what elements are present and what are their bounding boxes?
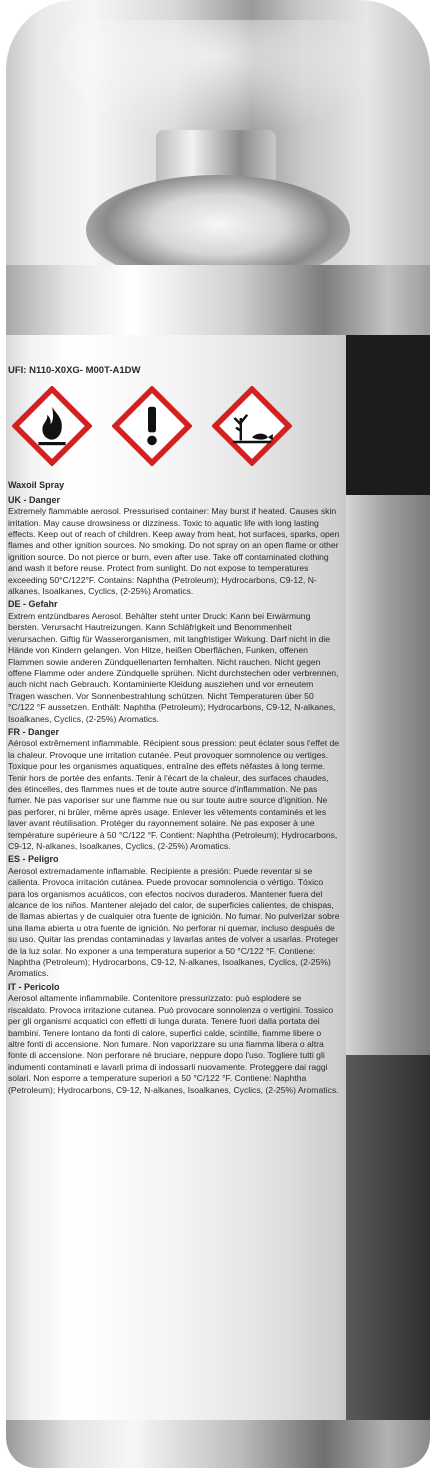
section-heading: ES - Peligro	[8, 854, 59, 865]
warning-section-uk	[8, 495, 340, 598]
section-heading: UK - Danger	[8, 494, 61, 505]
warning-section-fr	[8, 727, 340, 852]
section-body: Extremely flammable aerosol. Pressurised container: May burst if heated. Causes skin irritation. May cause drowsiness or dizziness. Toxic to aquatic life with long lasting effects. Keep out of reach of children. Keep away from heat, hot surfaces, sparks, open flames and other ignition sources. No smoking. Do not spray on an open flame or other ignition source. Do not pierce or burn, even after use. Take off contaminated clothing and wash it before reuse. Protect from sunlight. Do not expose to temperatures exceeding 50°C/122°F. Contains: Naphtha (Petroleum); Hydrocarbons, C9-12, N-alkanes, Isoalkanes, Cyclics, (2-25%) Aromatics.	[8, 506, 340, 597]
exclamation-hazard-icon	[112, 386, 192, 466]
section-body: Extrem entzündbares Aerosol. Behälter steht unter Druck: Kann bei Erwärmung bersten. Verursacht Hautreizungen. Kann Schläfrigkeit und Benommenheit verursachen. Giftig für Wasserorganismen, mit langfristiger Wirkung. Darf nicht in die Hände von Kindern gelangen. Von Hitze, heißen Oberflächen, Funken, offenen Flammen sowie anderen Zündquellenarten fernhalten. Nicht rauchen. Nicht gegen offene Flamme oder andere Zündquelle sprühen. Nicht durchstechen oder verbrennen, auch nicht nach Gebrauch. Kontaminierte Kleidung ausziehen und vor erneutem Tragen waschen. Vor Sonnenbestrahlung schützen. Nicht Temperaturen über 50 °C/122 °F aussetzen. Enthält: Naphtha (Petroleum); Hydrocarbons, C9-12, N-alkanes, Isoalkanes, Cyclics, (2-25%) Aromatics.	[8, 610, 339, 724]
hazard-pictograms	[12, 386, 340, 466]
flame-hazard-icon	[12, 386, 92, 466]
can-shoulder	[6, 265, 430, 335]
section-heading: FR - Danger	[8, 726, 60, 737]
environment-hazard-icon	[212, 386, 292, 466]
section-heading: IT - Pericolo	[8, 981, 60, 992]
section-heading: DE - Gefahr	[8, 599, 58, 610]
label-text-area	[8, 365, 340, 1098]
label-dark-stripe-lower	[346, 1055, 430, 1420]
section-body: Aérosol extrêmement inflammable. Récipient sous pression: peut éclater sous l'effet de la chaleur. Provoque une irritation cutanée. Peut provoquer somnolence ou vertiges. Toxique pour les organismes aquatiques, entraîne des effets néfastes à long terme. Tenir hors de portée des enfants. Tenir à l'écart de la chaleur, des surfaces chaudes, des étincelles, des flammes nues et de toute autre source d'inflammation. Ne pas fumer. Ne pas vaporiser sur une flamme nue ou sur toute autre source d'ignition. Ne pas perforer, ni brûler, même après usage. Enlever les vêtements contaminés et les laver avant réutilisation. Protéger du rayonnement solaire. Ne pas exposer à une température supérieure à 50 °C/122 °F. Contient: Naphtha (Petroleum); Hydrocarbons, C9-12, N-alkanes, Isoalkanes, Cyclics, (2-25%) Aromatics.	[8, 738, 340, 851]
can-bottom-rim	[6, 1420, 430, 1468]
label-dark-stripe	[346, 335, 430, 495]
section-body: Aerosol altamente infiammabile. Contenitore pressurizzato: può esplodere se riscaldato. Provoca irritazione cutanea. Può provocare sonnolenza o vertigini. Tossico per gli organismi acquatici con effetti di lunga durata. Tenere fuori dalla portata dei bambini. Tenere lontano da fonti di calore, superfici calde, scintille, fiamme libere o altre fonti di accensione. Non fumare. Non vaporizzare su una fiamma libera o altra fonte di accensione. Non perforare né bruciare, neppure dopo l'uso. Togliere tutti gli indumenti contaminati e lavarli prima di indossarli nuovamente. Proteggere dai raggi solari. Non esporre a temperature superiori a 50 °C/122 °F. Contiene: Naphtha (Petroleum); Hydrocarbons, C9-12, N-alkanes, Isoalkanes, Cyclics, (2-25%) Aromatics.	[8, 993, 339, 1095]
warning-section-de	[8, 599, 340, 724]
warning-section-es	[8, 854, 340, 979]
ufi-code: UFI: N110-X0XG- M00T-A1DW	[8, 365, 141, 376]
product-name: Waxoil Spray	[8, 480, 65, 491]
warning-section-it	[8, 982, 340, 1096]
section-body: Aerosol extremadamente inflamable. Recipiente a presión: Puede reventar si se calienta. Provoca irritación cutánea. Puede provocar somnolencia o vértigo. Tóxico para los organismos acuáticos, con efectos nocivos duraderos. Mantener fuera del alcance de los niños. Mantener alejado del calor, de superficies calientes, de chispas, de llamas abiertas y de cualquier otra fuente de ignición. No fumar. No pulverizar sobre una llama abierta u otra fuente de ignición. No perforar ni quemar, incluso después de su uso. Quitar las prendas contaminadas y lavarlas antes de volver a usarlas. Proteger de la luz solar. No exponer a una temperatura superior a 50 °C/122 °F. Contiene: Naphtha (Petroleum); Hydrocarbons, C9-12, N-alkanes, Isoalkanes, Cyclics, (2-25%) Aromatics.	[8, 865, 340, 979]
cap-highlight	[46, 20, 386, 140]
label-grey-stripe	[346, 495, 430, 1055]
